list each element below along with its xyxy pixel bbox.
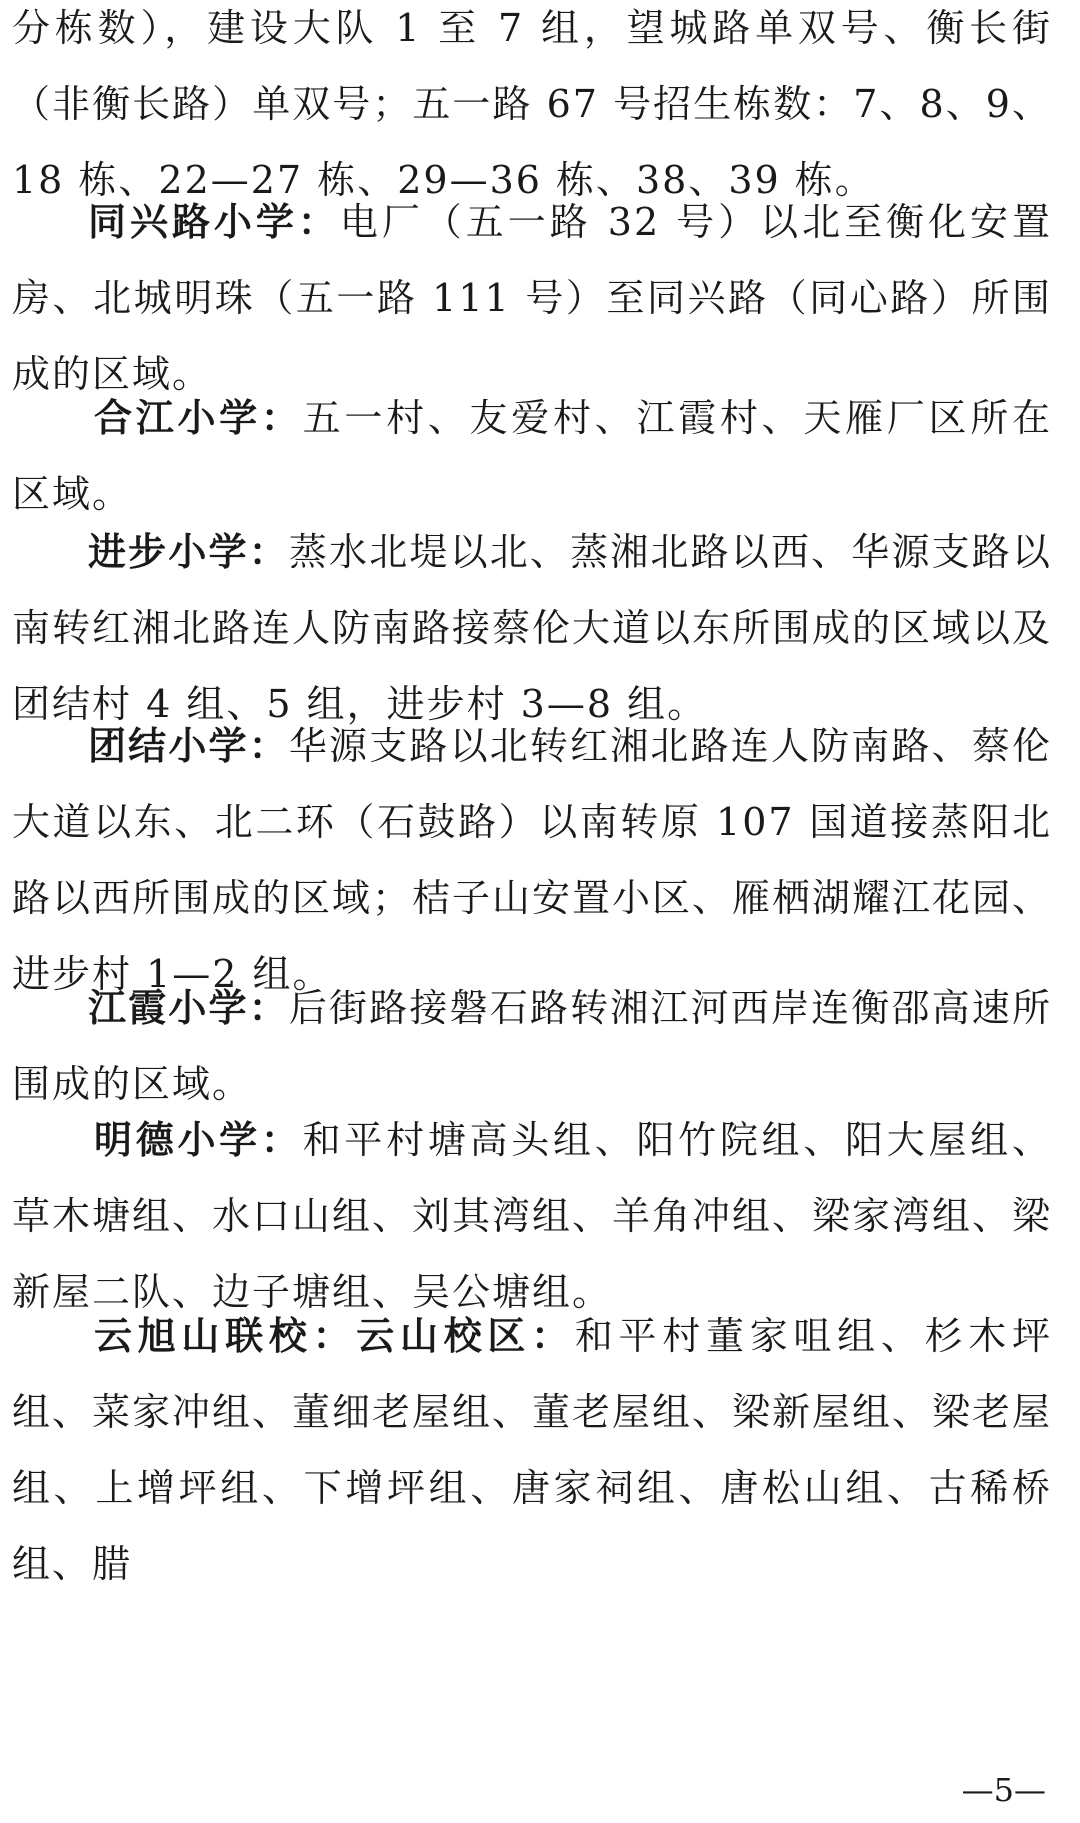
paragraph-text: 后街路接磐石路转湘江河西岸连衡邵高速所围成的区域。 [12,986,1052,1106]
school-name: 同兴路小学： [88,200,340,244]
paragraph-text: 华源支路以北转红湘北路连人防南路、蔡伦大道以东、北二环（石鼓路）以南转原 107 国道接蒸阳北路以西所围成的区域；桔子山安置小区、雁栖湖耀江花园、进步村 1—2 组。 [12,724,1053,996]
paragraph-yunxushan-school [12,1298,1052,1602]
school-name: 江霞小学： [88,986,289,1030]
paragraph-text: 五一村、友爱村、江霞村、天雁厂区所在区域。 [12,396,1052,516]
paragraph-tongxinglu-school [12,184,1052,412]
paragraph-text: 电厂（五一路 32 号）以北至衡化安置房、北城明珠（五一路 111 号）至同兴路（同心路）所围成的区域。 [12,200,1052,396]
school-name: 明德小学： [94,1118,303,1162]
page-number: —5— [961,1771,1046,1809]
paragraph-jiangxia-school [12,970,1052,1122]
school-name: 团结小学： [88,724,289,768]
school-name: 合江小学： [94,396,303,440]
paragraph-hejiang-school [12,380,1052,532]
paragraph-text: 和平村塘高头组、阳竹院组、阳大屋组、草木塘组、水口山组、刘其湾组、羊角冲组、梁家湾组、梁新屋二队、边子塘组、吴公塘组。 [12,1118,1053,1314]
school-name: 云旭山联校：云山校区： [94,1314,575,1358]
paragraph-text: 蒸水北堤以北、蒸湘北路以西、华源支路以南转红湘北路连人防南路接蔡伦大道以东所围成的区域以及团结村 4 组、5 组，进步村 3—8 组。 [12,530,1053,726]
school-name: 进步小学： [88,530,289,574]
paragraph-tuanjie-school [12,708,1052,1012]
paragraph-text: 和平村董家咀组、杉木坪组、菜家冲组、董细老屋组、董老屋组、梁新屋组、梁老屋组、上增坪组、下增坪组、唐家祠组、唐松山组、古稀桥组、腊 [12,1314,1053,1586]
paragraph-text: 分栋数），建设大队 1 至 7 组，望城路单双号、衡长街（非衡长路）单双号；五一路 67 号招生栋数：7、8、9、18 栋、22—27 栋、29—36 栋、38、39 栋。 [12,6,1052,202]
paragraph-mingde-school [12,1102,1052,1330]
